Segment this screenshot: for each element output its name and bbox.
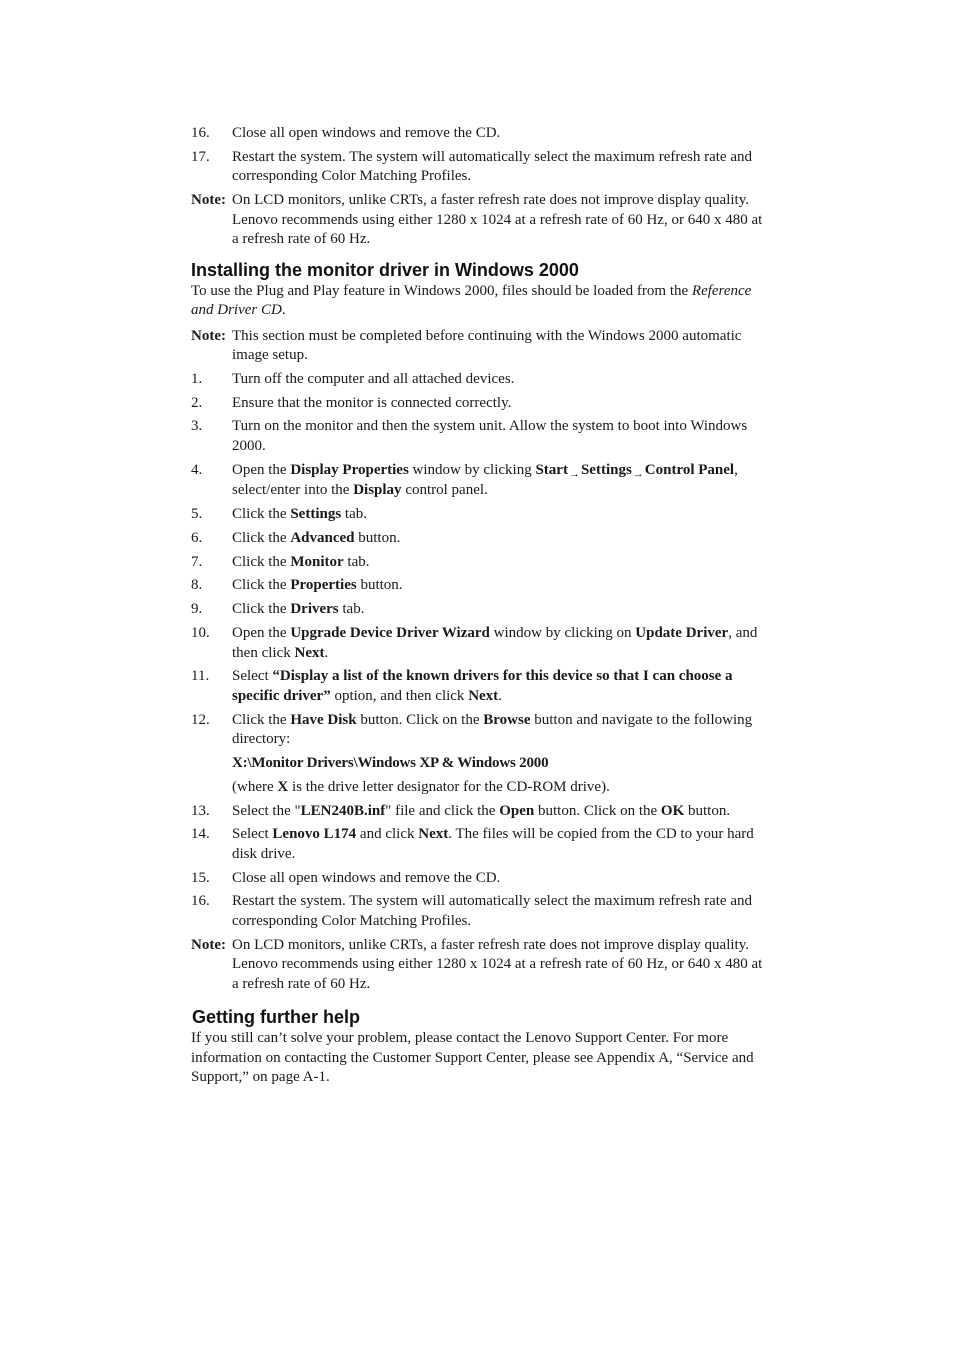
- step-text: Turn on the monitor and then the system unit. Allow the system to boot into Windows 2000.: [232, 418, 748, 454]
- list-item: [191, 505, 766, 525]
- ui-term: Lenovo L174: [272, 826, 357, 843]
- help-paragraph: If you still can’t solve your problem, please contact the Lenovo Support Center. For more information on contacting the Customer Support Center, please see Appendix A, “Service and Support,” on page A-1.: [191, 1030, 754, 1086]
- step-text: Open the Upgrade Device Driver Wizard window by clicking on Update Driver, and then click Next.: [232, 625, 758, 661]
- step-number: 17.: [191, 148, 210, 165]
- step-text: Open the Display Properties window by clicking Start$_\to$Settings$_\to$Control Panel, select/enter into the Display control panel.: [232, 461, 738, 499]
- ui-term: Properties: [290, 577, 357, 594]
- step-number: 13.: [191, 802, 210, 819]
- section-intro: [191, 282, 766, 321]
- step-number: 6.: [191, 529, 203, 546]
- step-number: 16.: [191, 125, 210, 141]
- step-text: Select “Display a list of the known drivers for this device so that I can choose a specific driver” option, and then click Next.: [232, 668, 733, 704]
- ui-term: Display: [353, 482, 402, 499]
- step-number: 3.: [191, 418, 203, 435]
- step-number: 2.: [191, 394, 203, 411]
- step-number: 7.: [191, 553, 203, 570]
- ui-term: Control Panel: [644, 461, 735, 478]
- list-item: [191, 576, 766, 596]
- ui-term: Have Disk: [290, 711, 357, 728]
- directory-path: X:\Monitor Drivers\Windows XP & Windows 2000: [232, 754, 549, 771]
- ui-term: Update Driver: [635, 625, 729, 642]
- list-item: [191, 370, 766, 390]
- step-number: 12.: [191, 711, 210, 728]
- step-text: Select Lenovo L174 and click Next. The files will be copied from the CD to your hard disk drive.: [232, 826, 754, 862]
- ui-term: Display Properties: [290, 461, 409, 478]
- step-number: 9.: [191, 601, 203, 618]
- step-number: 4.: [191, 461, 203, 478]
- step-text: Click the Monitor tab.: [232, 553, 370, 570]
- intro-text: To use the Plug and Play feature in Windows 2000, files should be loaded from the: [191, 282, 692, 299]
- list-item: [191, 417, 766, 456]
- ui-term: Settings: [580, 461, 632, 478]
- note-text: On LCD monitors, unlike CRTs, a faster refresh rate does not improve display quality. Lenovo recommends using either 1280 x 1024 at a refresh rate of 60 Hz, or 640 x 480 at a refresh rate of 60 Hz.: [232, 192, 763, 248]
- drive-letter: X: [277, 778, 289, 795]
- step-text: Close all open windows and remove the CD.: [232, 869, 501, 886]
- ui-term: “Display a list of the known drivers for this device so that I can choose a specific driver”: [232, 668, 733, 704]
- step-number: 16.: [191, 893, 210, 910]
- list-item: [191, 624, 766, 663]
- section-heading-further-help: Getting further help: [192, 1007, 360, 1028]
- step-number: 1.: [191, 370, 203, 387]
- ui-term: Settings: [290, 506, 342, 523]
- ui-term: Drivers: [290, 601, 339, 618]
- arrow-right-icon: →: [632, 467, 644, 480]
- step-text: Click the Properties button.: [232, 577, 403, 594]
- list-item: [191, 394, 766, 414]
- list-item: [191, 711, 766, 750]
- list-item: [191, 825, 766, 864]
- step-text: Ensure that the monitor is connected correctly.: [232, 394, 512, 411]
- ui-term: Browse: [483, 711, 531, 728]
- note: [191, 327, 766, 366]
- note-label: Note:: [191, 327, 226, 344]
- path-explanation: (where X is the drive letter designator for the CD-ROM drive).: [232, 778, 610, 795]
- list-item: [191, 869, 766, 889]
- list-item: [191, 148, 766, 187]
- step-text: Click the Settings tab.: [232, 506, 367, 523]
- step-number: 8.: [191, 577, 203, 594]
- arrow-right-icon: →: [568, 467, 580, 480]
- step-number: 10.: [191, 625, 210, 642]
- note-text: On LCD monitors, unlike CRTs, a faster refresh rate does not improve display quality. Lenovo recommends using either 1280 x 1024 at a refresh rate of 60 Hz, or 640 x 480 at a refresh rate of 60 Hz.: [232, 936, 763, 992]
- step-number: 14.: [191, 826, 210, 843]
- step-text: Close all open windows and remove the CD.: [232, 125, 501, 141]
- note: [191, 936, 766, 995]
- intro-end: .: [281, 302, 286, 319]
- list-item: [191, 124, 766, 144]
- page-content: [191, 124, 766, 1088]
- step-number: 5.: [191, 506, 203, 523]
- ui-term: LEN240B.inf: [300, 802, 386, 819]
- note-label: Note:: [191, 192, 226, 209]
- ui-term: Open: [499, 802, 535, 819]
- list-item: [191, 600, 766, 620]
- list-item: [191, 553, 766, 573]
- list-item: [191, 802, 766, 822]
- step-text: Click the Drivers tab.: [232, 601, 365, 618]
- step-text: Select the "LEN240B.inf" file and click the Open button. Click on the OK button.: [232, 802, 731, 819]
- ui-term: Next: [294, 644, 325, 661]
- ui-term: Monitor: [290, 553, 344, 570]
- ui-term: Start: [535, 461, 568, 478]
- cd-title: Reference and Driver CD: [191, 282, 752, 319]
- step-text: Restart the system. The system will automatically select the maximum refresh rate and corresponding Color Matching Profiles.: [232, 893, 752, 929]
- ui-term: Next: [418, 826, 449, 843]
- note-text: This section must be completed before continuing with the Windows 2000 automatic image setup.: [232, 327, 742, 364]
- step-text: Restart the system. The system will automatically select the maximum refresh rate and corresponding Color Matching Profiles.: [232, 148, 752, 185]
- step-text: Click the Advanced button.: [232, 529, 401, 546]
- list-item: [191, 892, 766, 931]
- step-number: 11.: [191, 668, 210, 685]
- list-item: [191, 667, 766, 706]
- list-item: [191, 461, 766, 501]
- list-item: [191, 529, 766, 549]
- ui-term: Upgrade Device Driver Wizard: [290, 625, 490, 642]
- note-label: Note:: [191, 936, 226, 953]
- ui-term: Advanced: [290, 529, 355, 546]
- step-text: Click the Have Disk button. Click on the Browse button and navigate to the following directory:: [232, 711, 753, 748]
- section-heading-windows-2000: Installing the monitor driver in Windows 2000: [191, 259, 579, 280]
- ui-term: OK: [660, 802, 685, 819]
- step-text: Turn off the computer and all attached devices.: [232, 370, 515, 387]
- note: [191, 191, 766, 250]
- step-number: 15.: [191, 869, 210, 886]
- ui-term: Next: [468, 687, 499, 704]
